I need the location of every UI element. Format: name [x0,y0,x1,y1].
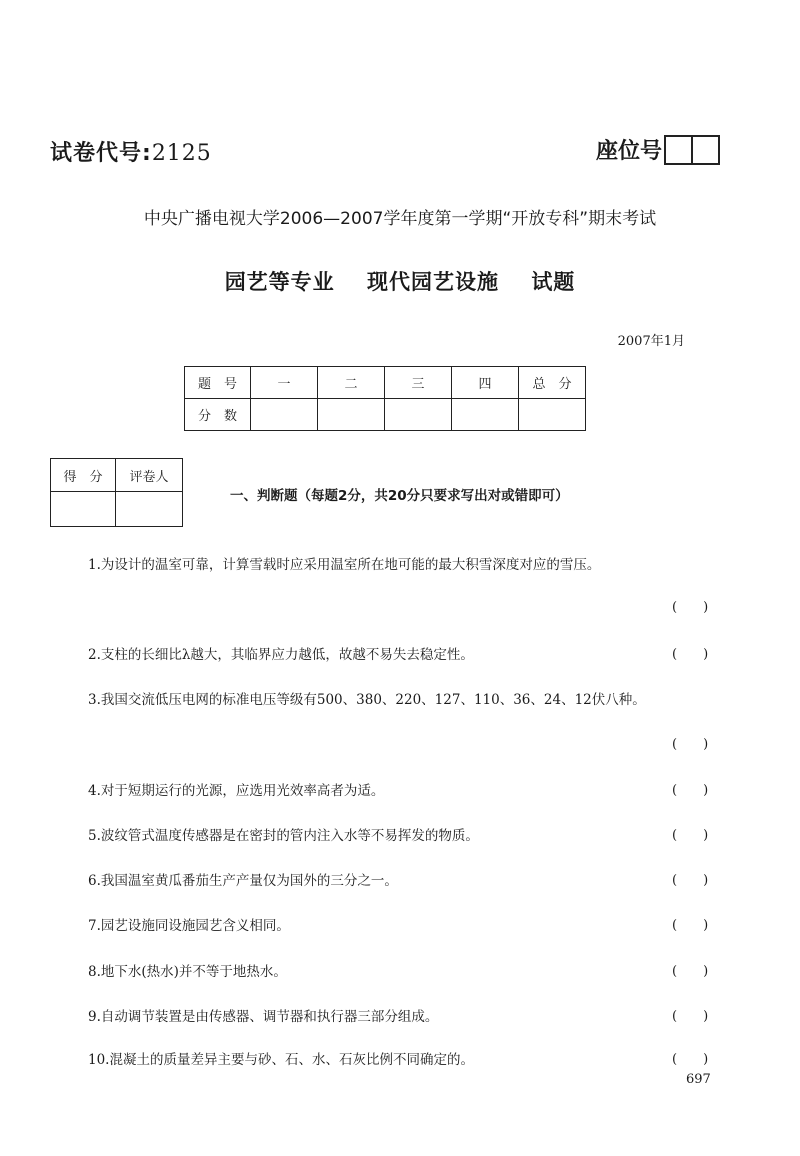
score-table-header-row [185,367,586,399]
grader-name-header: 评卷人 [116,459,183,492]
score-table [184,366,586,431]
exam-header-line: 中央广播电视大学2006—2007学年度第一学期“开放专科”期末考试 [143,209,657,229]
question-6: 6.我国温室黄瓜番茄生产产量仅为国外的三分之一。 [88,873,398,889]
score-cell-header: 三 [385,367,452,399]
answer-paren-9: ( ) [672,1009,709,1024]
score-cell-header: 二 [318,367,385,399]
score-cell-blank [452,399,519,431]
score-cell-blank [519,399,586,431]
paper-code [50,136,212,167]
question-1: 1.为设计的温室可靠，计算雪载时应采用温室所在地可能的最大积雪深度对应的雪压。 [88,557,601,573]
paper-code-label: 试卷代号: [50,141,152,166]
title-major: 园艺等专业 [224,270,335,294]
score-table-score-row [185,399,586,431]
grader-score-header: 得 分 [51,459,116,492]
page-number: 697 [686,1072,711,1087]
score-cell-label: 题 号 [185,367,251,399]
answer-paren-2: ( ) [672,647,709,662]
answer-paren-7: ( ) [672,918,709,933]
score-cell-header: 四 [452,367,519,399]
question-5: 5.波纹管式温度传感器是在密封的管内注入水等不易挥发的物质。 [88,828,479,844]
question-7: 7.园艺设施同设施园艺含义相同。 [88,918,290,934]
answer-paren-6: ( ) [672,873,709,888]
answer-paren-5: ( ) [672,828,709,843]
score-cell-blank [251,399,318,431]
score-cell-label: 分 数 [185,399,251,431]
paper-code-value: 2125 [151,141,212,166]
question-4: 4.对于短期运行的光源，应选用光效率高者为适。 [88,783,385,799]
question-3: 3.我国交流低压电网的标准电压等级有500、380、220、127、110、36、24、12伏八种。 [88,692,646,708]
seat-number-label: 座位号 [595,139,662,164]
section-title: 一、判断题（每题2分，共20分只要求写出对或错即可） [230,488,569,504]
score-cell-blank [385,399,452,431]
answer-paren-10: ( ) [672,1052,709,1067]
seat-number [596,134,720,165]
score-cell-blank [318,399,385,431]
answer-paren-8: ( ) [672,964,709,979]
question-8: 8.地下水(热水)并不等于地热水。 [88,964,287,980]
question-2: 2.支柱的长细比λ越大，其临界应力越低，故越不易失去稳定性。 [88,647,474,663]
question-9: 9.自动调节装置是由传感器、调节器和执行器三部分组成。 [88,1009,439,1025]
answer-paren-1: ( ) [672,600,709,615]
grader-name-cell [116,492,183,527]
grader-score-cell [51,492,116,527]
title-kind: 试题 [531,270,576,294]
page-title [0,266,800,296]
answer-paren-4: ( ) [672,783,709,798]
exam-date: 2007年1月 [617,334,685,349]
seat-number-box [664,135,720,165]
score-cell-header: 总 分 [519,367,586,399]
score-cell-header: 一 [251,367,318,399]
answer-paren-3: ( ) [672,737,709,752]
question-10: 10.混凝土的质量差异主要与砂、石、水、石灰比例不同确定的。 [88,1052,474,1068]
title-course: 现代园艺设施 [367,270,499,294]
grader-table [50,458,183,527]
